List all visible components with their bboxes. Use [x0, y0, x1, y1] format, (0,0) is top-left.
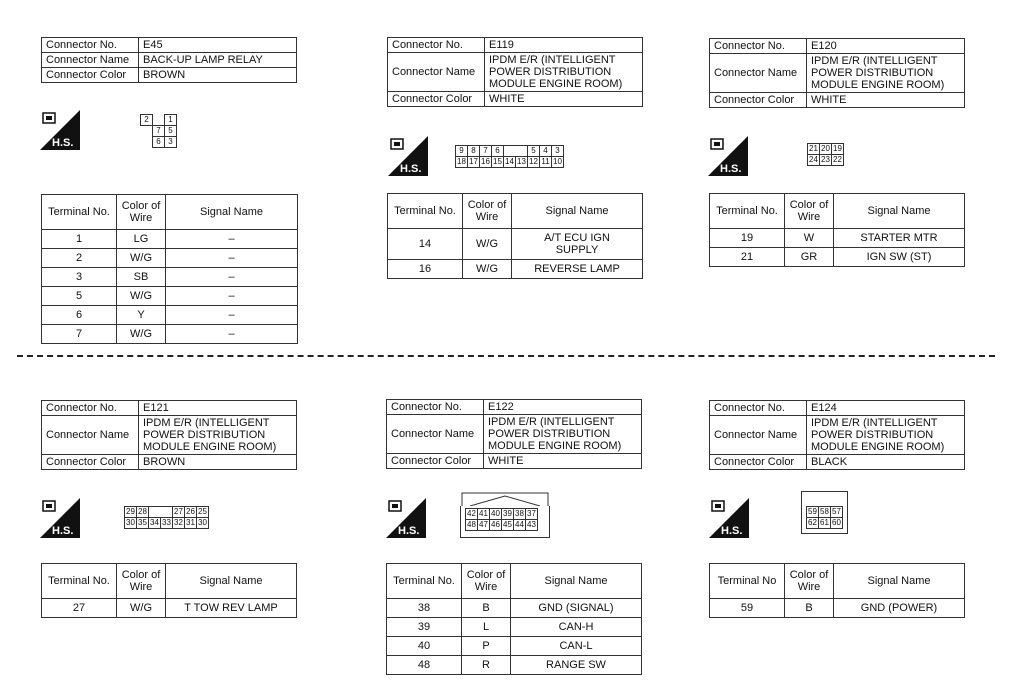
connector-name-value: IPDM E/R (INTELLIGENT POWER DISTRIBUTION MODULE ENGINE ROOM)	[807, 54, 965, 93]
pin: 30	[198, 518, 207, 527]
signal-name-header: Signal Name	[511, 564, 642, 599]
connector-e45-pinout	[140, 114, 177, 148]
wire-cell: P	[462, 637, 511, 656]
terminal-no-header: Terminal No.	[42, 195, 117, 230]
connector-no-value: E45	[139, 38, 297, 53]
connector-color-value: WHITE	[807, 93, 965, 108]
pin: 10	[553, 157, 562, 166]
table-row	[42, 287, 298, 306]
terminal-no-header: Terminal No.	[387, 564, 462, 599]
pin: 3	[552, 146, 564, 157]
terminal-cell: 39	[387, 618, 462, 637]
connector-name-label: Connector Name	[710, 54, 807, 93]
pin: 40	[491, 509, 500, 518]
wire-color-header: Color of Wire	[463, 194, 512, 229]
pin: 6	[153, 137, 165, 148]
terminal-cell: 19	[710, 229, 785, 248]
signal-cell: STARTER MTR	[834, 229, 965, 248]
connector-name-label: Connector Name	[387, 415, 484, 454]
section-divider	[17, 355, 995, 357]
pin: 29	[126, 507, 135, 516]
connector-e45-info	[41, 37, 297, 83]
pin: 14	[505, 157, 514, 166]
svg-text:H.S.: H.S.	[721, 525, 743, 537]
connector-e122-terminals	[386, 563, 642, 675]
pin: 48	[467, 520, 476, 529]
hs-harness-side-icon	[708, 136, 748, 176]
pin: 47	[479, 520, 488, 529]
pin: 6	[492, 146, 504, 157]
pin-grid	[465, 508, 538, 531]
terminal-cell: 48	[387, 656, 462, 675]
connector-name-value: IPDM E/R (INTELLIGENT POWER DISTRIBUTION MODULE ENGINE ROOM)	[139, 416, 297, 455]
pin: 7	[153, 126, 165, 137]
pin: 1	[165, 115, 177, 126]
connector-no-label: Connector No.	[387, 400, 484, 415]
connector-color-label: Connector Color	[710, 455, 807, 470]
pin: 38	[515, 509, 524, 518]
pin: 34	[150, 518, 159, 527]
wire-color-header: Color of Wire	[785, 564, 834, 599]
connector-name-label: Connector Name	[388, 53, 485, 92]
signal-cell: T TOW REV LAMP	[166, 599, 297, 618]
terminal-cell: 7	[42, 325, 117, 344]
pin: 26	[186, 507, 195, 516]
pin: 5	[528, 146, 540, 157]
pin-blank	[149, 507, 173, 518]
wire-color-header: Color of Wire	[462, 564, 511, 599]
svg-text:H.S.: H.S.	[52, 137, 74, 149]
connector-color-value: WHITE	[485, 92, 643, 107]
connector-no-label: Connector No.	[710, 39, 807, 54]
hs-harness-side-icon	[386, 498, 426, 538]
connector-color-label: Connector Color	[388, 92, 485, 107]
wire-cell: L	[462, 618, 511, 637]
connector-name-label: Connector Name	[710, 416, 807, 455]
table-row	[710, 248, 965, 267]
signal-cell: –	[166, 325, 298, 344]
signal-cell: –	[166, 306, 298, 325]
hs-harness-side-icon	[40, 498, 80, 538]
wire-cell: W/G	[463, 260, 512, 279]
table-row	[388, 260, 643, 279]
pin: 57	[832, 507, 841, 516]
connector-no-value: E120	[807, 39, 965, 54]
pin-gap	[153, 115, 165, 126]
table-row	[710, 229, 965, 248]
connector-e122-pinout	[460, 490, 550, 538]
pin: 30	[126, 518, 135, 527]
connector-e119-terminals	[387, 193, 643, 279]
hs-harness-side-icon	[709, 498, 749, 538]
terminal-cell: 27	[42, 599, 117, 618]
svg-text:H.S.: H.S.	[400, 163, 422, 175]
pin: 28	[138, 507, 147, 516]
pin-grid	[124, 506, 209, 529]
wire-cell: W/G	[117, 325, 166, 344]
pin: 46	[491, 520, 500, 529]
pin-grid	[807, 143, 844, 166]
connector-color-label: Connector Color	[42, 68, 139, 83]
signal-cell: GND (POWER)	[834, 599, 965, 618]
pin: 58	[820, 507, 829, 516]
connector-color-value: BROWN	[139, 455, 297, 470]
wire-color-header: Color of Wire	[117, 564, 166, 599]
pin: 4	[540, 146, 552, 157]
signal-name-header: Signal Name	[166, 564, 297, 599]
table-row	[42, 306, 298, 325]
svg-text:H.S.: H.S.	[398, 525, 420, 537]
table-row	[42, 230, 298, 249]
pin: 45	[503, 520, 512, 529]
pin-grid	[455, 145, 564, 168]
pin-gap	[141, 137, 153, 148]
wire-cell: W/G	[463, 229, 512, 260]
wire-cell: Y	[117, 306, 166, 325]
wire-cell: SB	[117, 268, 166, 287]
pin: 31	[186, 518, 195, 527]
signal-cell: GND (SIGNAL)	[511, 599, 642, 618]
wire-cell: B	[785, 599, 834, 618]
table-row	[42, 599, 297, 618]
connector-no-value: E122	[484, 400, 642, 415]
pin: 37	[527, 509, 536, 518]
table-row	[387, 599, 642, 618]
pin: 5	[165, 126, 177, 137]
connector-color-label: Connector Color	[710, 93, 807, 108]
terminal-cell: 38	[387, 599, 462, 618]
connector-e121-pinout	[124, 506, 209, 529]
table-row	[388, 229, 643, 260]
connector-color-label: Connector Color	[387, 454, 484, 469]
wire-cell: W/G	[117, 249, 166, 268]
connector-e120-info	[709, 38, 965, 108]
hs-harness-side-icon	[40, 110, 80, 150]
table-row	[42, 249, 298, 268]
signal-cell: RANGE SW	[511, 656, 642, 675]
pin: 27	[174, 507, 183, 516]
svg-text:H.S.: H.S.	[720, 163, 742, 175]
terminal-cell: 2	[42, 249, 117, 268]
pin: 20	[821, 144, 830, 153]
connector-e119-pinout	[455, 145, 564, 168]
wire-cell: R	[462, 656, 511, 675]
pin: 61	[820, 518, 829, 527]
signal-cell: CAN-H	[511, 618, 642, 637]
connector-name-value: IPDM E/R (INTELLIGENT POWER DISTRIBUTION MODULE ENGINE ROOM)	[807, 416, 965, 455]
terminal-cell: 3	[42, 268, 117, 287]
connector-e121-terminals	[41, 563, 297, 618]
terminal-cell: 5	[42, 287, 117, 306]
connector-no-value: E124	[807, 401, 965, 416]
pin-grid	[140, 114, 177, 148]
connector-e124-terminals	[709, 563, 965, 618]
connector-name-label: Connector Name	[42, 416, 139, 455]
pin: 33	[162, 518, 171, 527]
pin: 13	[517, 157, 526, 166]
connector-color-value: BROWN	[139, 68, 297, 83]
signal-name-header: Signal Name	[834, 564, 965, 599]
signal-cell: –	[166, 287, 298, 306]
connector-name-value: IPDM E/R (INTELLIGENT POWER DISTRIBUTION MODULE ENGINE ROOM)	[484, 415, 642, 454]
table-row	[387, 618, 642, 637]
terminal-cell: 14	[388, 229, 463, 260]
wire-cell: W/G	[117, 599, 166, 618]
signal-cell: CAN-L	[511, 637, 642, 656]
terminal-no-header: Terminal No.	[388, 194, 463, 229]
pin: 7	[480, 146, 492, 157]
connector-no-label: Connector No.	[710, 401, 807, 416]
wire-color-header: Color of Wire	[117, 195, 166, 230]
wire-cell: LG	[117, 230, 166, 249]
connector-e121-info	[41, 400, 297, 470]
hs-harness-side-icon	[388, 136, 428, 176]
signal-name-header: Signal Name	[166, 195, 298, 230]
pin: 3	[165, 137, 177, 148]
pin: 17	[469, 157, 478, 166]
connector-no-label: Connector No.	[42, 401, 139, 416]
signal-cell: –	[166, 249, 298, 268]
connector-latch-outline	[460, 490, 550, 506]
wire-cell: W	[785, 229, 834, 248]
signal-cell: –	[166, 230, 298, 249]
terminal-cell: 6	[42, 306, 117, 325]
table-row	[710, 599, 965, 618]
terminal-no-header: Terminal No.	[710, 194, 785, 229]
pin: 32	[174, 518, 183, 527]
connector-color-value: BLACK	[807, 455, 965, 470]
connector-name-label: Connector Name	[42, 53, 139, 68]
terminal-cell: 1	[42, 230, 117, 249]
connector-no-value: E121	[139, 401, 297, 416]
terminal-cell: 21	[710, 248, 785, 267]
pin-gap	[141, 126, 153, 137]
pin: 22	[833, 155, 842, 164]
table-row	[387, 656, 642, 675]
connector-e124-info	[709, 400, 965, 470]
svg-text:H.S.: H.S.	[52, 525, 74, 537]
pin: 8	[468, 146, 480, 157]
table-row	[387, 637, 642, 656]
pin: 19	[833, 144, 842, 153]
connector-color-label: Connector Color	[42, 455, 139, 470]
pin: 2	[141, 115, 153, 126]
connector-no-label: Connector No.	[42, 38, 139, 53]
pin: 39	[503, 509, 512, 518]
wire-cell: B	[462, 599, 511, 618]
connector-e122-info	[386, 399, 642, 469]
pin: 9	[456, 146, 468, 157]
pin: 24	[809, 155, 818, 164]
pin: 35	[138, 518, 147, 527]
connector-name-value: BACK-UP LAMP RELAY	[139, 53, 297, 68]
pin-grid	[806, 506, 843, 529]
signal-cell: REVERSE LAMP	[512, 260, 643, 279]
pin: 12	[529, 157, 538, 166]
wire-color-header: Color of Wire	[785, 194, 834, 229]
signal-cell: A/T ECU IGN SUPPLY	[512, 229, 643, 260]
table-row	[42, 268, 298, 287]
signal-cell: IGN SW (ST)	[834, 248, 965, 267]
connector-e124-pinout	[801, 491, 848, 534]
signal-name-header: Signal Name	[834, 194, 965, 229]
pin: 16	[481, 157, 490, 166]
connector-no-value: E119	[485, 38, 643, 53]
pin: 41	[479, 509, 488, 518]
pin: 15	[493, 157, 502, 166]
terminal-cell: 16	[388, 260, 463, 279]
connector-e119-info	[387, 37, 643, 107]
pin: 43	[527, 520, 536, 529]
connector-e120-pinout	[807, 143, 844, 166]
pin: 25	[198, 507, 207, 516]
signal-cell: –	[166, 268, 298, 287]
pin: 18	[457, 157, 466, 166]
pin: 42	[467, 509, 476, 518]
wire-cell: GR	[785, 248, 834, 267]
wire-cell: W/G	[117, 287, 166, 306]
connector-color-value: WHITE	[484, 454, 642, 469]
pin: 23	[821, 155, 830, 164]
pin: 11	[541, 157, 550, 166]
pin: 59	[808, 507, 817, 516]
table-row	[42, 325, 298, 344]
pin: 60	[832, 518, 841, 527]
connector-name-value: IPDM E/R (INTELLIGENT POWER DISTRIBUTION MODULE ENGINE ROOM)	[485, 53, 643, 92]
pin-blank	[504, 146, 528, 157]
connector-e45-terminals	[41, 194, 298, 344]
terminal-no-header: Terminal No	[710, 564, 785, 599]
pin: 44	[515, 520, 524, 529]
terminal-cell: 40	[387, 637, 462, 656]
connector-e120-terminals	[709, 193, 965, 267]
terminal-cell: 59	[710, 599, 785, 618]
connector-no-label: Connector No.	[388, 38, 485, 53]
pin: 21	[809, 144, 818, 153]
signal-name-header: Signal Name	[512, 194, 643, 229]
pin: 62	[808, 518, 817, 527]
terminal-no-header: Terminal No.	[42, 564, 117, 599]
